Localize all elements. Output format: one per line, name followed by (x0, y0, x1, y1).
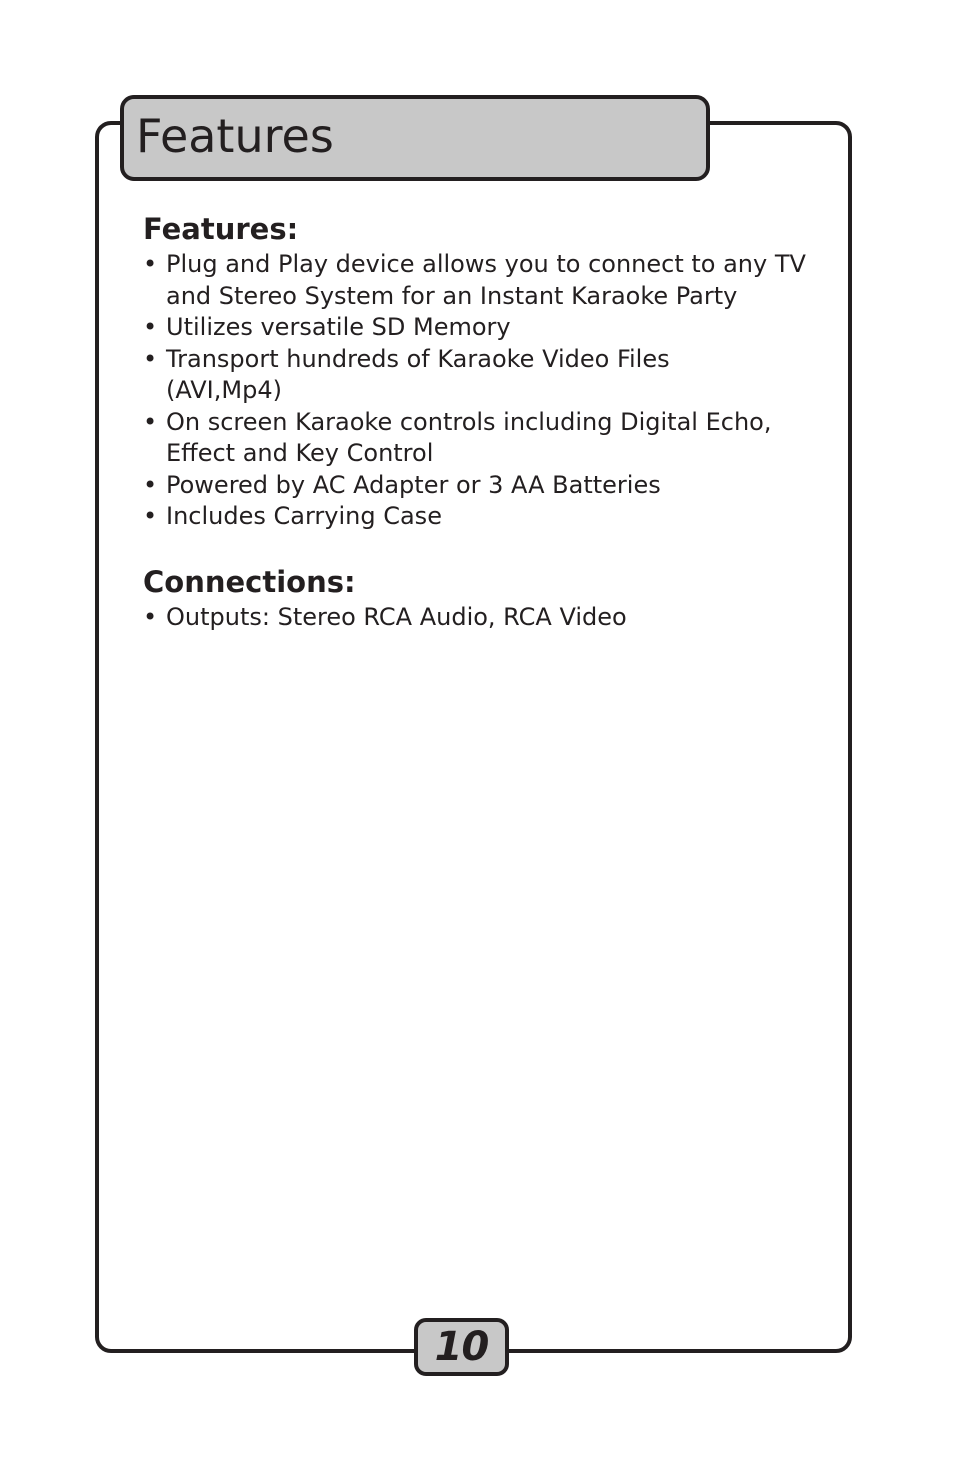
page-number: 10 (434, 1324, 489, 1370)
list-item (143, 344, 843, 407)
list-item (143, 470, 843, 502)
bullet-icon: • (143, 250, 158, 278)
page-content (143, 209, 843, 633)
list-item-text: Utilizes versatile SD Memory (166, 313, 511, 341)
list-item (143, 407, 843, 470)
page-number-badge (414, 1318, 509, 1376)
list-item (143, 501, 843, 533)
list-item (143, 249, 843, 312)
list-item-text: Transport hundreds of Karaoke Video Files (AVI,Mp4) (166, 344, 670, 404)
connections-heading: Connections: (143, 564, 356, 599)
bullet-icon: • (143, 407, 158, 436)
list-item-text: Powered by AC Adapter or 3 AA Batteries (166, 470, 661, 499)
list-item-text: Outputs: Stereo RCA Audio, RCA Video (166, 602, 627, 631)
list-item (143, 602, 843, 634)
section-spacer (143, 533, 843, 562)
list-item-text: Plug and Play device allows you to connect to any TV and Stereo System for an Instant Karaoke Party (166, 250, 806, 310)
page-title: Features (136, 109, 334, 163)
features-heading: Features: (143, 212, 299, 246)
list-item-text: Includes Carrying Case (166, 502, 442, 530)
list-item (143, 312, 843, 344)
bullet-icon: • (143, 470, 158, 499)
features-list (143, 249, 843, 533)
list-item-text: On screen Karaoke controls including Digital Echo, Effect and Key Control (166, 407, 772, 467)
bullet-icon: • (143, 502, 158, 530)
bullet-icon: • (143, 344, 158, 373)
bullet-icon: • (143, 602, 158, 631)
connections-list (143, 602, 843, 634)
bullet-icon: • (143, 313, 158, 341)
